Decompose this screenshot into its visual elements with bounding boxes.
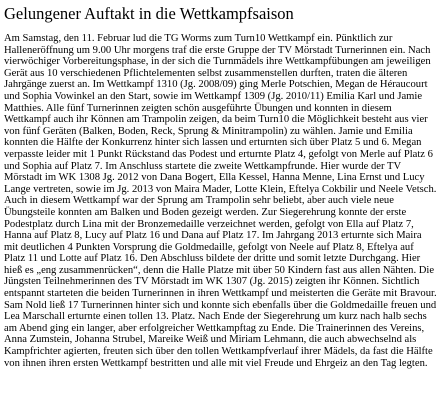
article-body: Am Samstag, den 11. Februar lud die TG Worms zum Turn10 Wettkampf ein. Pünktlich zur Halleneröffnung um 9.00 Uhr morgens traf die erste Gruppe der TV Mörstadt Turnerinnen ein. Nach vierwöchiger Vorbereitungsphase, in der sich die Turnmädels ihre Wettkampfübungen am jeweiligen Gerät aus 10 verschiedenen Pflichtelementen selbst zusammenstellen durften, traten die älteren Jahrgänge zuerst an. Im Wettkampf 1310 (Jg. 2008/09) ging Merle Potschien, Megan de Héraucourt und Sophia Vowinkel an den Start, sowie im Wettkampf 1309 (Jg. 2010/11) Emilia Karl und Jamie Matthies. Alle fünf Turnerinnen zeigten schön ausgeführte Übungen und konnten in diesem Wettkampf auch ihr Können am Trampolin zeigen, da beim Turn10 die Möglichkeit besteht aus vier von fünf Geräten (Balken, Boden, Reck, Sprung & Minitrampolin) zu wählen. Jamie und Emilia konnten die Hälfte der Konkurrenz hinter sich lassen und erturnten sich über Platz 5 und 6. Megan verpasste leider mit 1 Punkt Rückstand das Podest und erturnte Platz 4, gefolgt von Merle auf Platz 6 und Sophia auf Platz 7. Im Anschluss startete die zweite Wettkampfrunde. Hier wurde der TV Mörstadt im WK 1308 Jg. 2012 von Dana Bogert, Ella Kessel, Hanna Menne, Lina Ernst und Lucy Lange vertreten, sowie im Jg. 2013 von Maira Mader, Lotte Klein, Eftelya Cokbilir und Neele Vetsch. Auch in diesem Wettkampf war der Sprung am Trampolin sehr beliebt, aber auch viele neue Übungsteile konnten am Balken und Boden gezeigt werden. Zur Siegerehrung konnte der erste Podestplatz durch Lina mit der Bronzemedaille verzeichnet werden, gefolgt von Ella auf Platz 7, Hanna auf Platz 8, Lucy auf Platz 16 und Dana auf Platz 17. Im Jahrgang 2013 erturnte sich Maira mit deutlichen 4 Punkten Vorsprung die Goldmedaille, gefolgt von Neele auf Platz 8, Eftelya auf Platz 11 und Lotte auf Platz 16. Den Abschluss bildete der dritte und somit letzte Durchgang. Hier hieß es „eng zusammenrücken“, denn die Halle Platze mit über 50 Kindern fast aus allen Nähten. Die Jüngsten Teilnehmerinnen des TV Mörstadt im WK 1307 (Jg. 2015) zeigten ihr Können. Sichtlich entspannt starteten die beiden Turnerinnen in ihren Wettkampf und meisterten die Geräte mit Bravour. Sam Nold ließ 17 Turnerinnen hinter sich und konnte sich ebenfalls über die Goldmedaille freuen und Lea Marschall erturnte einen tollen 13. Platz. Nach Ende der Siegerehrung um kurz nach halb sechs am Abend ging ein langer, aber erfolgreicher Wettkampftag zu Ende. Die Trainerinnen des Vereins, Anna Zumstein, Johanna Strubel, Mareike Weiß und Miriam Lehmann, die auch abwechselnd als Kampfrichter agierten, freuten sich über den tollen Wettkampfverlauf ihrer Mädels, da fast die Hälfte von ihnen ihren ersten Wettkampf bestritten und alle mit viel Freude und Ehrgeiz an den Tag legten. — [4, 33, 437, 369]
article-headline: Gelungener Auftakt in die Wettkampfsaison — [4, 4, 294, 23]
article — [0, 4, 441, 406]
